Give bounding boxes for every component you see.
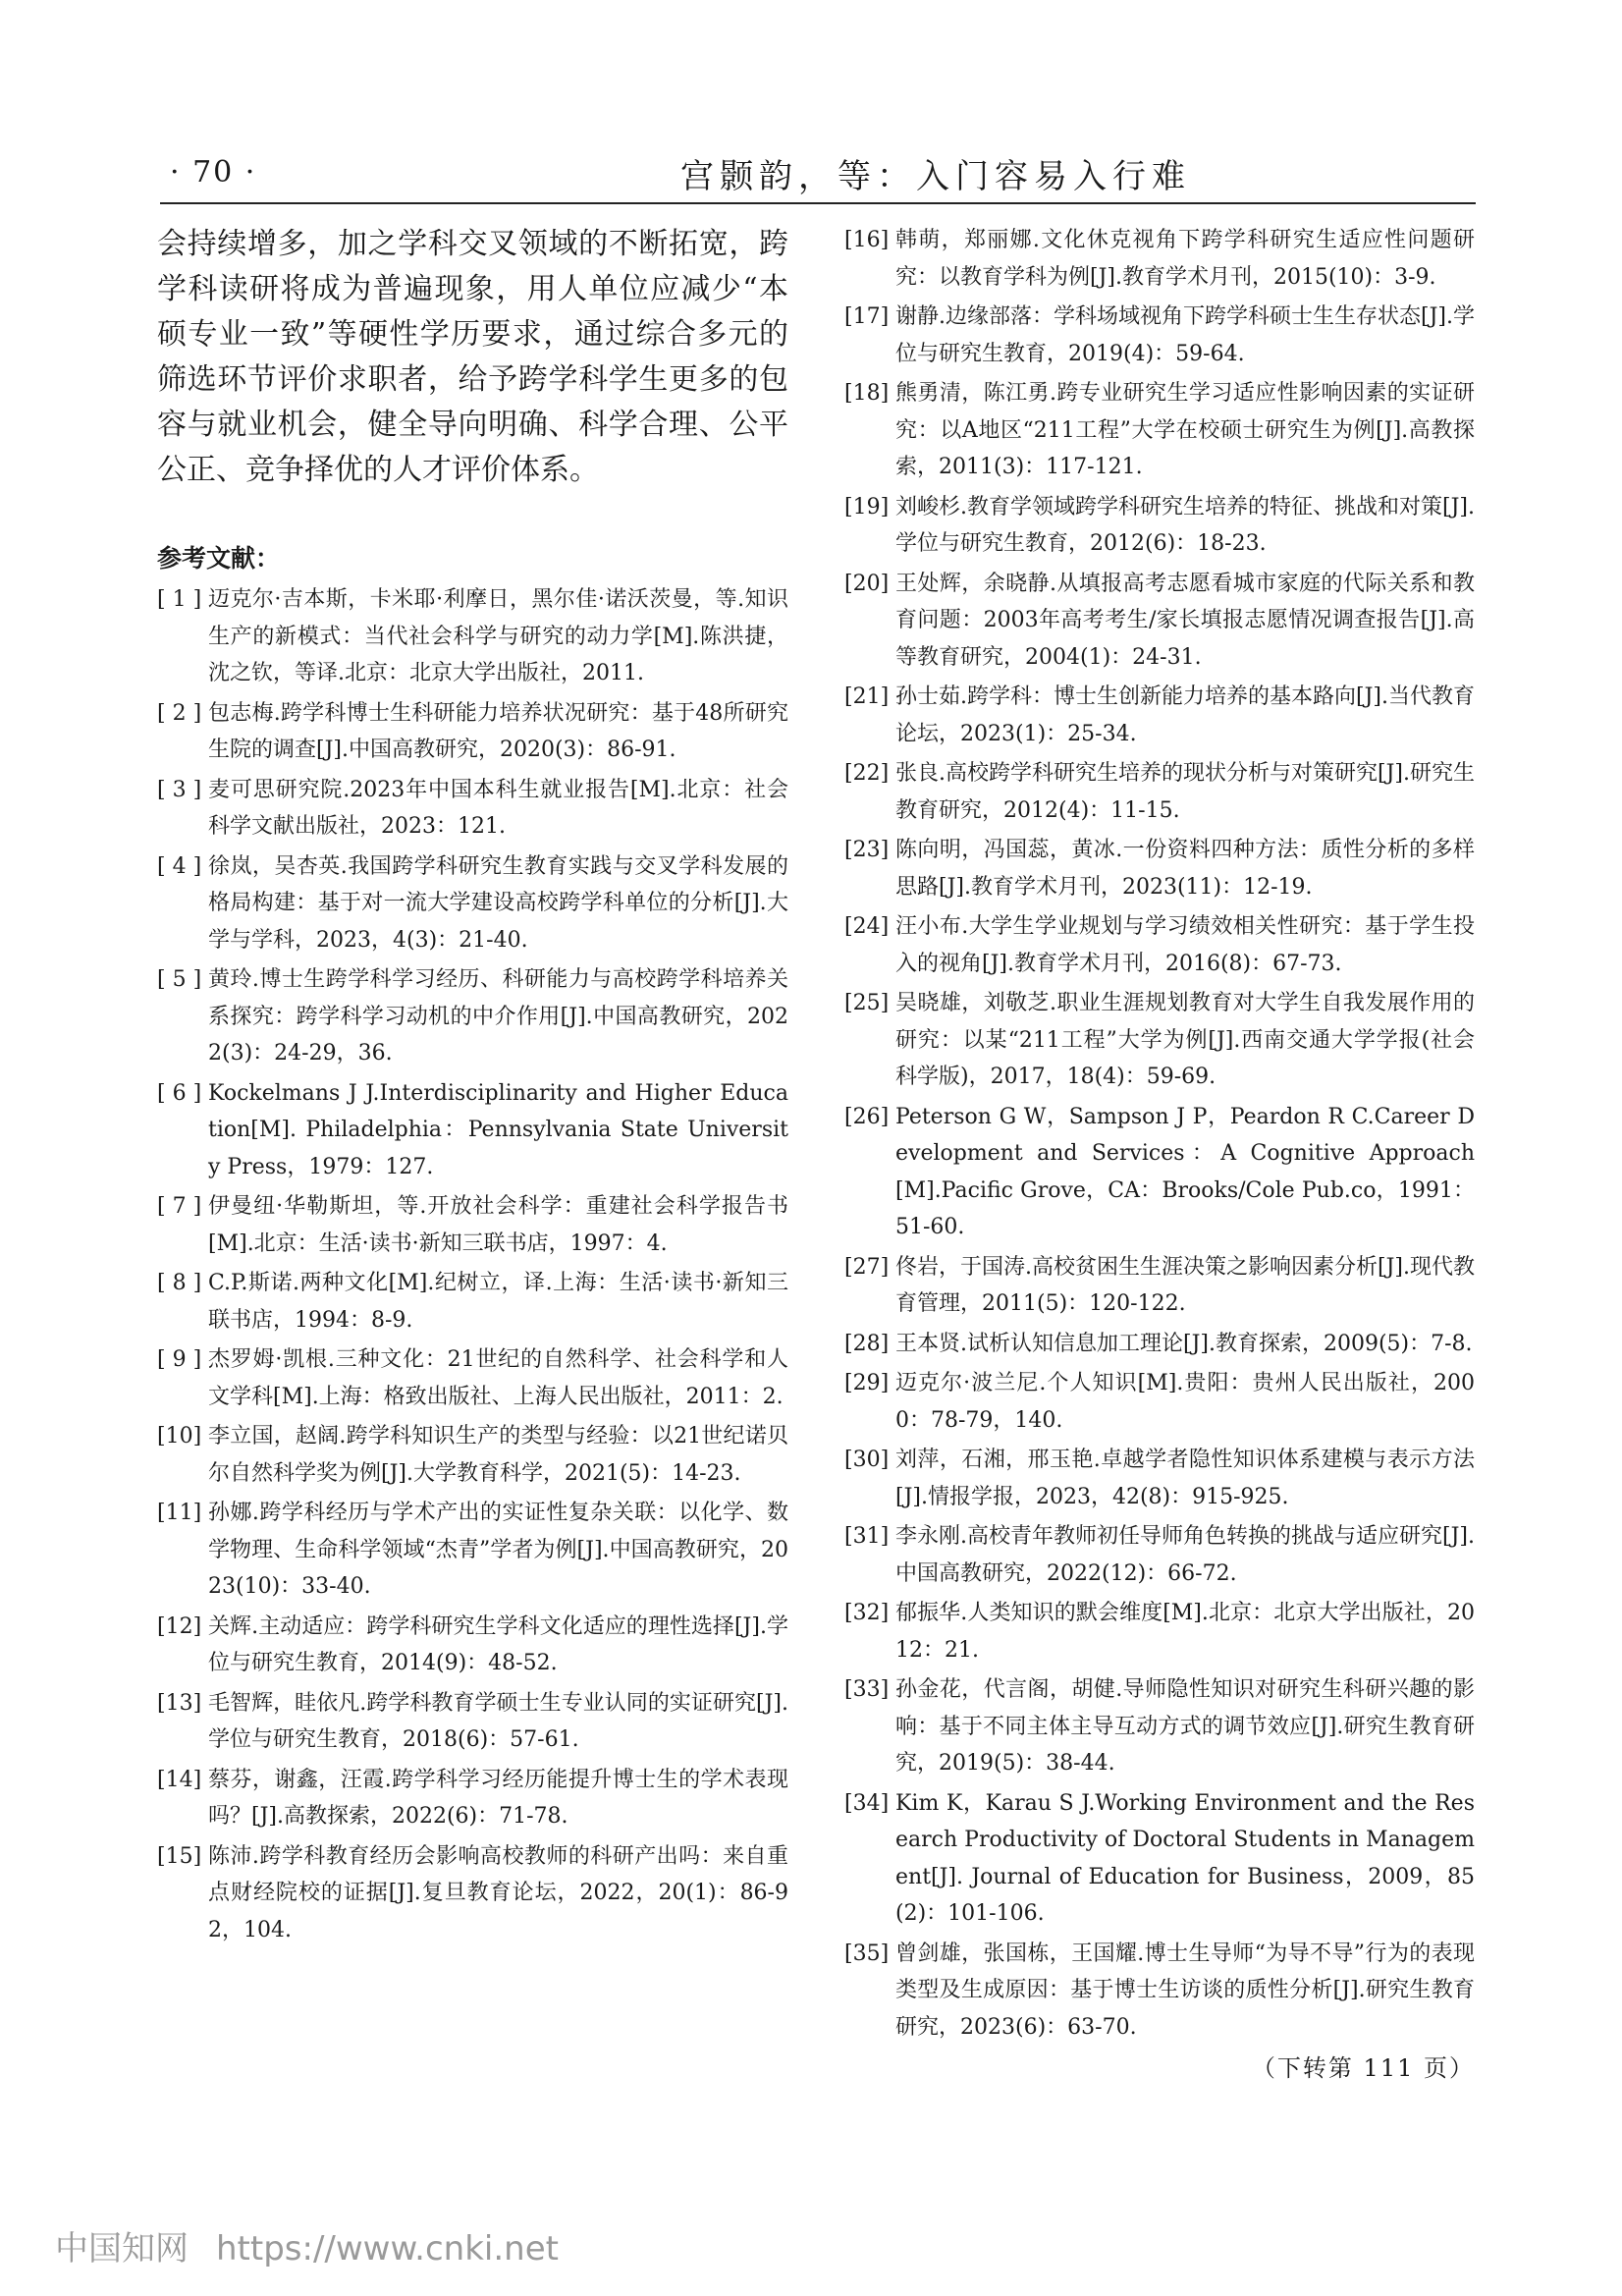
reference-number: [20] xyxy=(844,571,890,596)
reference-number: [ 6 ] xyxy=(157,1080,202,1106)
reference-number: [14] xyxy=(157,1767,202,1792)
cnki-watermark xyxy=(55,2221,559,2269)
reference-number: [17] xyxy=(844,304,890,329)
reference-text: 麦可思研究院.2023年中国本科生就业报告[M].北京：社会科学文献出版社，2023：121. xyxy=(208,777,788,839)
reference-number: [ 5 ] xyxy=(157,967,202,992)
reference-number: [33] xyxy=(844,1677,890,1702)
reference-number: [18] xyxy=(844,381,890,406)
reference-number: [26] xyxy=(844,1104,890,1129)
left-column xyxy=(157,222,788,1951)
reference-number: [ 2 ] xyxy=(157,700,202,726)
reference-number: [34] xyxy=(844,1790,890,1816)
reference-number: [29] xyxy=(844,1371,890,1395)
reference-item xyxy=(844,1442,1475,1515)
reference-item xyxy=(844,1936,1475,2047)
reference-number: [25] xyxy=(844,991,890,1015)
reference-item xyxy=(157,961,788,1072)
reference-number: [32] xyxy=(844,1601,890,1625)
reference-number: [ 4 ] xyxy=(157,853,202,879)
reference-item xyxy=(157,1609,788,1682)
reference-item xyxy=(844,1365,1475,1439)
reference-number: [ 7 ] xyxy=(157,1194,202,1219)
reference-text: Kockelmans J J.Interdisciplinarity and Higher Education[M]. Philadelphia：Pennsylvania State University Press，1979：127. xyxy=(208,1080,788,1179)
reference-number: [12] xyxy=(157,1613,202,1639)
reference-item xyxy=(157,1075,788,1186)
reference-item xyxy=(844,1785,1475,1933)
right-column xyxy=(844,222,1475,2085)
reference-text: 孙金花，代言阁，胡健.导师隐性知识对研究生科研兴趣的影响：基于不同主体主导互动方式的调节效应[J].研究生教育研究，2019(5)：38-44. xyxy=(895,1677,1475,1776)
reference-item xyxy=(844,985,1475,1096)
page-number: · 70 · xyxy=(170,155,257,190)
reference-item xyxy=(157,1188,788,1262)
reference-item xyxy=(157,1495,788,1606)
reference-text: 伊曼纽·华勒斯坦，等.开放社会科学：重建社会科学报告书[M].北京：生活·读书·新知三联书店，1997：4. xyxy=(208,1194,788,1256)
reference-number: [21] xyxy=(844,684,890,709)
reference-number: [35] xyxy=(844,1941,890,1966)
reference-item xyxy=(157,1685,788,1759)
reference-number: [22] xyxy=(844,761,890,786)
reference-text: 杰罗姆·凯根.三种文化：21世纪的自然科学、社会科学和人文学科[M].上海：格致出版社、上海人民出版社，2011：2. xyxy=(208,1347,788,1409)
reference-text: Peterson G W，Sampson J P，Peardon R C.Career Development and Services：A Cognitive Approach[M].Pacific Grove，CA：Brooks/Cole Pub.co，1991：51-60. xyxy=(895,1104,1475,1239)
reference-item xyxy=(157,1762,788,1835)
reference-number: [ 1 ] xyxy=(157,587,202,612)
reference-item xyxy=(157,581,788,692)
reference-item xyxy=(844,489,1475,563)
reference-item xyxy=(844,832,1475,905)
running-title: 宫颢韵，等：入门容易入行难 xyxy=(680,157,1191,196)
references-list-right xyxy=(844,222,1475,2046)
reference-item xyxy=(157,1838,788,1949)
reference-text: C.P.斯诺.两种文化[M].纪树立，译.上海：生活·读书·新知三联书店，1994：8-9. xyxy=(208,1271,788,1333)
reference-number: [10] xyxy=(157,1424,202,1449)
reference-number: [16] xyxy=(844,228,890,252)
reference-item xyxy=(844,375,1475,486)
reference-item xyxy=(157,695,788,769)
reference-text: 黄玲.博士生跨学科学习经历、科研能力与高校跨学科培养关系探究：跨学科学习动机的中介作用[J].中国高教研究，2022(3)：24-29，36. xyxy=(208,967,788,1066)
reference-text: 关辉.主动适应：跨学科研究生学科文化适应的理性选择[J].学位与研究生教育，2014(9)：48-52. xyxy=(208,1613,788,1675)
reference-item xyxy=(844,1249,1475,1323)
reference-text: 张良.高校跨学科研究生培养的现状分析与对策研究[J].研究生教育研究，2012(4)：11-15. xyxy=(895,761,1475,823)
reference-text: 陈向明，冯国蕊，黄冰.一份资料四种方法：质性分析的多样思路[J].教育学术月刊，2023(11)：12-19. xyxy=(895,838,1475,900)
reference-number: [31] xyxy=(844,1524,890,1549)
reference-text: 迈克尔·吉本斯，卡米耶·利摩日，黑尔佳·诺沃茨曼，等.知识生产的新模式：当代社会科学与研究的动力学[M].陈洪捷，沈之钦，等译.北京：北京大学出版社，2011. xyxy=(208,587,788,685)
reference-item xyxy=(844,222,1475,296)
reference-number: [11] xyxy=(157,1501,202,1525)
reference-text: 孙士茹.跨学科：博士生创新能力培养的基本路向[J].当代教育论坛，2023(1)：25-34. xyxy=(895,684,1475,746)
body-paragraph: 会持续增多，加之学科交叉领域的不断拓宽，跨学科读研将成为普遍现象，用人单位应减少“本硕专业一致”等硬性学历要求，通过综合多元的筛选环节评价求职者，给予跨学科学生更多的包容与就业机会，健全导向明确、科学合理、公平公正、竞争择优的人才评价体系。 xyxy=(157,227,788,487)
reference-item xyxy=(157,1341,788,1415)
reference-number: [ 3 ] xyxy=(157,777,202,802)
reference-item xyxy=(157,1265,788,1339)
reference-text: 曾剑雄，张国栋，王国耀.博士生导师“为导不导”行为的表现类型及生成原因：基于博士生访谈的质性分析[J].研究生教育研究，2023(6)：63-70. xyxy=(895,1941,1475,2040)
reference-number: [ 8 ] xyxy=(157,1271,202,1295)
references-heading: 参考文献： xyxy=(157,544,281,573)
reference-item xyxy=(844,908,1475,982)
reference-text: 徐岚，吴杏英.我国跨学科研究生教育实践与交叉学科发展的格局构建：基于对一流大学建设高校跨学科单位的分析[J].大学与学科，2023，4(3)：21-40. xyxy=(208,853,788,953)
reference-item xyxy=(844,1518,1475,1592)
watermark-url: https://www.cnki.net xyxy=(216,2229,559,2269)
reference-item xyxy=(157,1418,788,1492)
reference-number: [19] xyxy=(844,494,890,519)
reference-item xyxy=(157,772,788,846)
reference-item xyxy=(844,755,1475,829)
watermark-brand: 中国知网 xyxy=(55,2229,189,2269)
reference-number: [27] xyxy=(844,1254,890,1280)
reference-item xyxy=(844,679,1475,752)
reference-text: 佟岩，于国涛.高校贫困生生涯决策之影响因素分析[J].现代教育管理，2011(5)：120-122. xyxy=(895,1254,1475,1316)
reference-text: 蔡芬，谢鑫，汪霞.跨学科学习经历能提升博士生的学术表现吗？[J].高教探索，2022(6)：71-78. xyxy=(208,1767,788,1829)
reference-item xyxy=(844,566,1475,677)
reference-text: 李立国，赵阔.跨学科知识生产的类型与经验：以21世纪诺贝尔自然科学奖为例[J].大学教育科学，2021(5)：14-23. xyxy=(208,1424,788,1486)
reference-number: [28] xyxy=(844,1331,890,1356)
reference-number: [30] xyxy=(844,1448,890,1472)
reference-text: 熊勇清，陈江勇.跨专业研究生学习适应性影响因素的实证研究：以A地区“211工程”大学在校硕士研究生为例[J].高教探索，2011(3)：117-121. xyxy=(895,381,1475,479)
references-list-left xyxy=(157,581,788,1948)
reference-text: 陈沛.跨学科教育经历会影响高校教师的科研产出吗：来自重点财经院校的证据[J].复旦教育论坛，2022，20(1)：86-92，104. xyxy=(208,1843,788,1942)
reference-text: 包志梅.跨学科博士生科研能力培养状况研究：基于48所研究生院的调查[J].中国高教研究，2020(3)：86-91. xyxy=(208,700,788,762)
reference-text: 迈克尔·波兰尼.个人知识[M].贵阳：贵州人民出版社，2000：78-79，140. xyxy=(895,1371,1475,1433)
reference-text: 汪小布.大学生学业规划与学习绩效相关性研究：基于学生投入的视角[J].教育学术月刊，2016(8)：67-73. xyxy=(895,914,1475,976)
reference-text: Kim K，Karau S J.Working Environment and the Research Productivity of Doctoral Students in Management[J]. Journal of Education for Business，2009，85(2)：101-106. xyxy=(895,1790,1475,1926)
reference-text: 毛智辉，眭依凡.跨学科教育学硕士生专业认同的实证研究[J].学位与研究生教育，2018(6)：57-61. xyxy=(208,1690,788,1752)
reference-text: 李永刚.高校青年教师初任导师角色转换的挑战与适应研究[J].中国高教研究，2022(12)：66-72. xyxy=(895,1524,1475,1586)
reference-text: 王本贤.试析认知信息加工理论[J].教育探索，2009(5)：7-8. xyxy=(895,1331,1473,1356)
reference-text: 吴晓雄，刘敬芝.职业生涯规划教育对大学生自我发展作用的研究：以某“211工程”大学为例[J].西南交通大学学报(社会科学版)，2017，18(4)：59-69. xyxy=(895,991,1475,1089)
reference-number: [23] xyxy=(844,838,890,862)
reference-text: 孙娜.跨学科经历与学术产出的实证性复杂关联：以化学、数学物理、生命科学领域“杰青”学者为例[J].中国高教研究，2023(10)：33-40. xyxy=(208,1501,788,1599)
reference-item xyxy=(844,1099,1475,1246)
reference-item xyxy=(844,1671,1475,1782)
reference-text: 韩萌，郑丽娜.文化休克视角下跨学科研究生适应性问题研究：以教育学科为例[J].教育学术月刊，2015(10)：3-9. xyxy=(895,228,1475,290)
reference-number: [ 9 ] xyxy=(157,1347,202,1372)
reference-item xyxy=(844,1326,1475,1363)
reference-text: 刘萍，石湘，邢玉艳.卓越学者隐性知识体系建模与表示方法[J].情报学报，2023，42(8)：915-925. xyxy=(895,1448,1475,1509)
running-header xyxy=(160,147,1476,204)
reference-text: 刘峻杉.教育学领域跨学科研究生培养的特征、挑战和对策[J].学位与研究生教育，2012(6)：18-23. xyxy=(895,494,1475,556)
reference-item xyxy=(157,848,788,959)
reference-text: 郁振华.人类知识的默会维度[M].北京：北京大学出版社，2012：21. xyxy=(895,1601,1475,1663)
reference-item xyxy=(844,299,1475,372)
reference-text: 谢静.边缘部落：学科场域视角下跨学科硕士生生存状态[J].学位与研究生教育，2019(4)：59-64. xyxy=(895,304,1475,366)
reference-number: [13] xyxy=(157,1690,202,1716)
reference-number: [24] xyxy=(844,914,890,939)
reference-number: [15] xyxy=(157,1843,202,1869)
reference-item xyxy=(844,1595,1475,1668)
reference-text: 王处辉，余晓静.从填报高考志愿看城市家庭的代际关系和教育问题：2003年高考考生/家长填报志愿情况调查报告[J].高等教育研究，2004(1)：24-31. xyxy=(895,571,1475,670)
continued-note: （下转第 111 页） xyxy=(1251,2054,1475,2082)
